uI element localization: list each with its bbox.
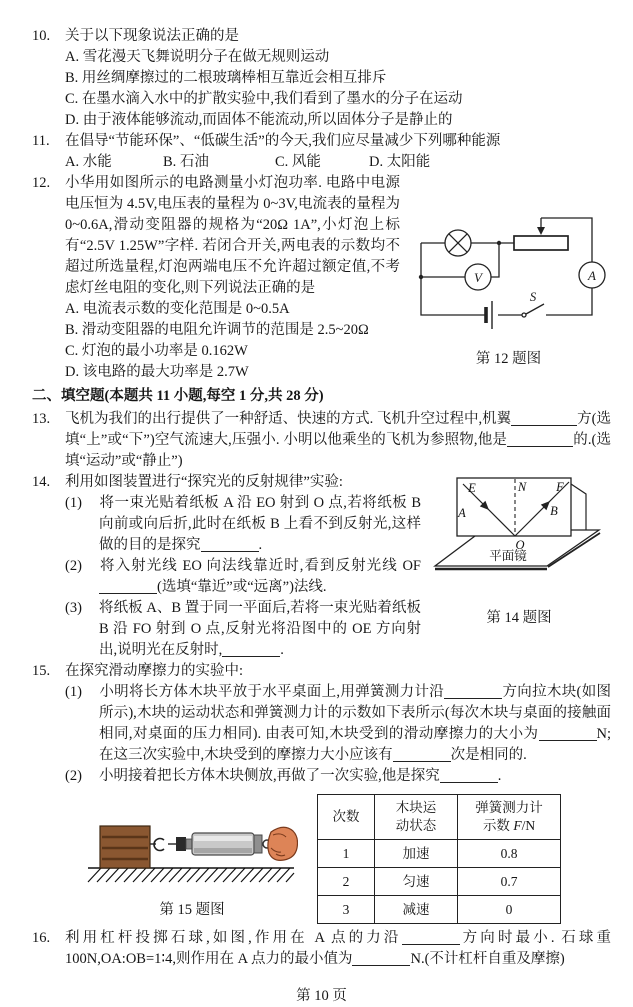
question-number: 10. — [32, 28, 51, 44]
question-stem: 关于以下现象说法正确的是 — [65, 28, 239, 44]
switch-pivot — [522, 313, 526, 317]
sub-number: (1) — [65, 684, 82, 700]
option-d: D. 该电路的最大功率是 2.7W — [65, 364, 249, 380]
text-segment: . — [258, 537, 263, 553]
option-c: C. 在墨水滴入水中的扩散实验中,我们看到了墨水的分子在运动 — [65, 91, 463, 107]
option-a: A. 雪花漫天飞舞说明分子在做无规则运动 — [65, 49, 330, 65]
text-segment: 利用杠杆投掷石球,如图,作用在 A 点的力沿 — [65, 930, 402, 946]
text-segment: 次是相同的. — [450, 747, 527, 763]
section-header: 二、填空题(本题共 11 小题,每空 1 分,共 28 分) — [32, 388, 324, 404]
question-12 — [32, 173, 611, 383]
option-a: A. 电流表示数的变化范围是 0~0.5A — [65, 301, 290, 317]
option-b: B. 用丝绸摩擦过的二根玻璃棒相互靠近会相互排斥 — [65, 70, 387, 86]
text-segment: . — [497, 768, 502, 784]
answer-blank — [444, 686, 502, 699]
col-header-reading: 弹簧测力计 示数 F/N — [458, 795, 561, 840]
friction-figure — [81, 792, 303, 921]
question-number: 14. — [32, 474, 51, 490]
figure-and-table-row — [81, 792, 611, 924]
question-10 — [32, 26, 611, 131]
text-segment: 方向时最小. 石球重 100N,OA:OB=1∶4,则作用在 A 点力的最小值为 — [65, 930, 612, 967]
junction-dot — [419, 275, 423, 279]
answer-blank — [352, 953, 410, 966]
answer-blank — [201, 539, 259, 552]
question-number: 13. — [32, 411, 51, 427]
ground-hatching — [88, 868, 294, 882]
sub-number: (1) — [65, 495, 82, 511]
mirror-diagram — [429, 474, 609, 600]
label-A: A — [458, 506, 466, 520]
table-row: 1 加速 0.8 — [318, 840, 561, 868]
mirror-label: 平面镜 — [489, 549, 527, 563]
sub-question-2 — [65, 766, 611, 787]
answer-blank — [539, 728, 597, 741]
friction-data-table — [317, 794, 561, 924]
answer-blank — [222, 644, 280, 657]
question-stem: 在倡导“节能环保”、“低碳生活”的今天,我们应尽量减少下列哪种能源 — [65, 133, 501, 149]
ammeter-label: A — [588, 268, 596, 283]
answer-blank — [402, 932, 460, 945]
text-segment: 将入射光线 EO 向法线靠近时,看到反射光线 OF — [99, 558, 421, 574]
circuit-figure — [406, 215, 611, 370]
text-segment: 小明将长方体木块平放于水平桌面上,用弹簧测力计沿 — [99, 684, 445, 700]
question-number: 16. — [32, 930, 51, 946]
option-c: C. 灯泡的最小功率是 0.162W — [65, 343, 248, 359]
table-row: 2 匀速 0.7 — [318, 868, 561, 896]
option-b: B. 石油 — [163, 154, 209, 170]
option-a: A. 水能 — [65, 154, 112, 170]
sub-number: (2) — [65, 558, 82, 574]
question-number: 15. — [32, 663, 51, 679]
text-segment: . — [280, 642, 284, 658]
figure-caption: 第 14 题图 — [486, 610, 552, 626]
option-d: D. 由于液体能够流动,而固体不能流动,所以固体分子是静止的 — [65, 112, 453, 128]
label-E: E — [468, 481, 476, 495]
sub-number: (2) — [65, 768, 82, 784]
question-15 — [32, 661, 611, 924]
question-11 — [32, 131, 611, 173]
question-stem: 在探究滑动摩擦力的实验中: — [65, 663, 244, 679]
junction-dot — [497, 241, 501, 245]
text-segment: 飞机为我们的出行提供了一种舒适、快速的方式. 飞机升空过程中,机翼 — [65, 411, 512, 427]
option-c: C. 风能 — [275, 154, 321, 170]
label-B: B — [550, 504, 558, 518]
option-b: B. 滑动变阻器的电阻允许调节的范围是 2.5~20Ω — [65, 322, 369, 338]
answer-blank — [99, 581, 157, 594]
sub-question-1 — [65, 682, 611, 766]
question-text — [65, 409, 611, 472]
question-16 — [32, 928, 611, 970]
sub-number: (3) — [65, 600, 82, 616]
col-header-trial: 次数 — [318, 795, 375, 840]
text-segment: N.(不计杠杆自重及摩擦) — [410, 951, 565, 967]
page-number: 第 10 页 — [296, 988, 347, 1004]
question-number: 11. — [32, 133, 50, 149]
col-header-motion: 木块运 动状态 — [375, 795, 458, 840]
answer-blank — [393, 749, 451, 762]
text-segment: 方向拉木块(如图所示),木块的运动状态和弹簧测力计的示数如下表所示(每次木块与桌面的接触面相同,对桌面的压力相同). 由表可知,木块受到的滑动摩擦力的大小为 — [99, 684, 612, 742]
text-segment: 将纸板 A、B 置于同一平面后,若将一束光贴着纸板 B 沿 FO 射到 O 点,反射光将沿图中的 OE 方向射出,说明光在反射时, — [99, 600, 421, 658]
circuit-diagram — [406, 215, 611, 341]
figure-caption: 第 15 题图 — [159, 902, 225, 918]
answer-blank — [507, 434, 573, 447]
rheostat-icon — [514, 236, 568, 250]
question-stem: 小华用如图所示的电路测量小灯泡功率. 电路中电源电压恒为 4.5V,电压表的量程为 0~3V,电流表的量程为 0~0.6A,滑动变阻器的规格为“20Ω 1A”,小灯泡上标有“2.5V 1.25W”字样. 若闭合开关,两电表的示数均不超过所选量程,灯泡两端电压不允许超过额定值,不考虑灯丝电阻的变化,则下列说法正确的是 — [65, 175, 400, 296]
text-segment: 的.(选填“运动”或“静止”) — [65, 432, 611, 469]
question-13 — [32, 409, 611, 472]
text-segment: 将一束光贴着纸板 A 沿 EO 射到 O 点,若将纸板 B 向前或向后折,此时在纸板 B 上看不到反射光,这样做的目的是探究 — [99, 495, 421, 553]
text-segment: 方(选填“上”或“下”)空气流速大,压强小. 小明以他乘坐的飞机为参照物,他是 — [65, 411, 611, 448]
figure-caption: 第 12 题图 — [475, 351, 542, 367]
text-segment: N;在这三次实验中,木块受到的摩擦力大小应该有 — [99, 726, 611, 763]
table-row: 3 减速 0 — [318, 896, 561, 924]
options-row — [65, 152, 611, 173]
question-number: 12. — [32, 175, 51, 191]
question-text — [65, 928, 611, 970]
voltmeter-label: V — [474, 270, 482, 285]
table-header-row — [318, 795, 561, 840]
friction-diagram — [86, 804, 298, 892]
answer-blank — [440, 770, 498, 783]
option-d: D. 太阳能 — [369, 154, 431, 170]
scale-connector — [176, 837, 186, 851]
question-stem: 利用如图装置进行“探究光的反射规律”实验: — [65, 474, 343, 490]
switch-label: S — [529, 289, 537, 304]
label-F: F — [556, 480, 564, 494]
text-segment: 小明接着把长方体木块侧放,再做了一次实验,他是探究 — [99, 768, 440, 784]
slider-arrow — [537, 227, 545, 235]
label-N: N — [517, 480, 527, 494]
text-segment: (选填“靠近”或“远离”)法线. — [157, 579, 327, 595]
question-14 — [32, 472, 611, 661]
answer-blank — [511, 413, 577, 426]
label-O: O — [515, 538, 525, 552]
mirror-figure — [427, 474, 611, 629]
